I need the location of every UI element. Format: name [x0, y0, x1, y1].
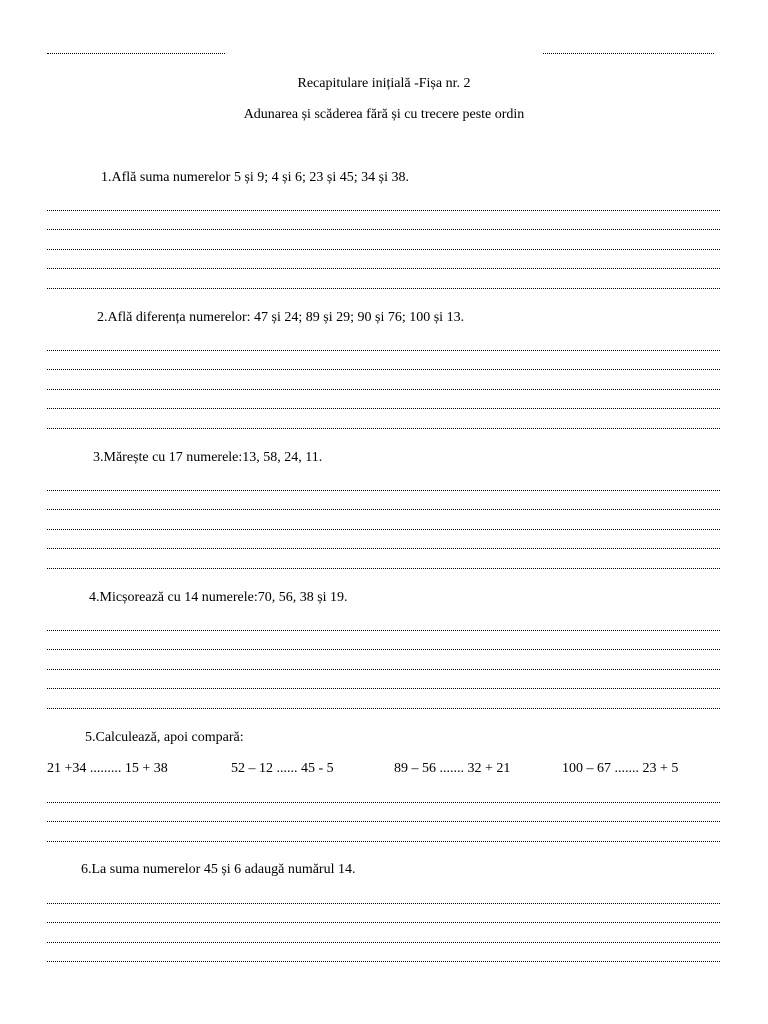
- answer-line[interactable]: [47, 509, 720, 510]
- answer-line[interactable]: [47, 688, 720, 689]
- answer-line[interactable]: [47, 903, 720, 904]
- answer-line[interactable]: [47, 490, 720, 491]
- answer-line[interactable]: [47, 669, 720, 670]
- exercise-2-text: 2.Află diferența numerelor: 47 și 24; 89 și 29; 90 și 76; 100 și 13.: [97, 310, 465, 325]
- page-title: Recapitulare inițială -Fișa nr. 2: [297, 76, 471, 91]
- answer-line[interactable]: [47, 229, 720, 230]
- date-blank[interactable]: [543, 53, 714, 54]
- exercise-3-text: 3.Mărește cu 17 numerele:13, 58, 24, 11.: [93, 450, 323, 465]
- answer-line[interactable]: [47, 408, 720, 409]
- exercise-1-text: 1.Află suma numerelor 5 și 9; 4 și 6; 23 și 45; 34 și 38.: [101, 170, 409, 185]
- exercise-4-text: 4.Micșorează cu 14 numerele:70, 56, 38 și 19.: [89, 590, 348, 605]
- answer-line[interactable]: [47, 210, 720, 211]
- exercise-5-text: 5.Calculează, apoi compară:: [85, 730, 244, 745]
- answer-line[interactable]: [47, 961, 720, 962]
- answer-line[interactable]: [47, 922, 720, 923]
- answer-line[interactable]: [47, 821, 720, 822]
- answer-line[interactable]: [47, 428, 720, 429]
- page-subtitle: Adunarea și scăderea fără și cu trecere peste ordin: [243, 107, 525, 122]
- answer-line[interactable]: [47, 288, 720, 289]
- comparison-item[interactable]: 52 – 12 ...... 45 - 5: [231, 761, 334, 776]
- answer-line[interactable]: [47, 708, 720, 709]
- answer-line[interactable]: [47, 529, 720, 530]
- answer-line[interactable]: [47, 548, 720, 549]
- answer-line[interactable]: [47, 389, 720, 390]
- answer-line[interactable]: [47, 268, 720, 269]
- answer-line[interactable]: [47, 841, 720, 842]
- answer-line[interactable]: [47, 369, 720, 370]
- exercise-6-text: 6.La suma numerelor 45 și 6 adaugă numărul 14.: [81, 862, 356, 877]
- answer-line[interactable]: [47, 249, 720, 250]
- answer-line[interactable]: [47, 649, 720, 650]
- name-blank[interactable]: [47, 53, 225, 54]
- answer-line[interactable]: [47, 942, 720, 943]
- comparison-item[interactable]: 21 +34 ......... 15 + 38: [47, 761, 168, 776]
- answer-line[interactable]: [47, 350, 720, 351]
- answer-line[interactable]: [47, 802, 720, 803]
- comparison-item[interactable]: 100 – 67 ....... 23 + 5: [562, 761, 679, 776]
- answer-line[interactable]: [47, 568, 720, 569]
- comparison-item[interactable]: 89 – 56 ....... 32 + 21: [394, 761, 511, 776]
- answer-line[interactable]: [47, 630, 720, 631]
